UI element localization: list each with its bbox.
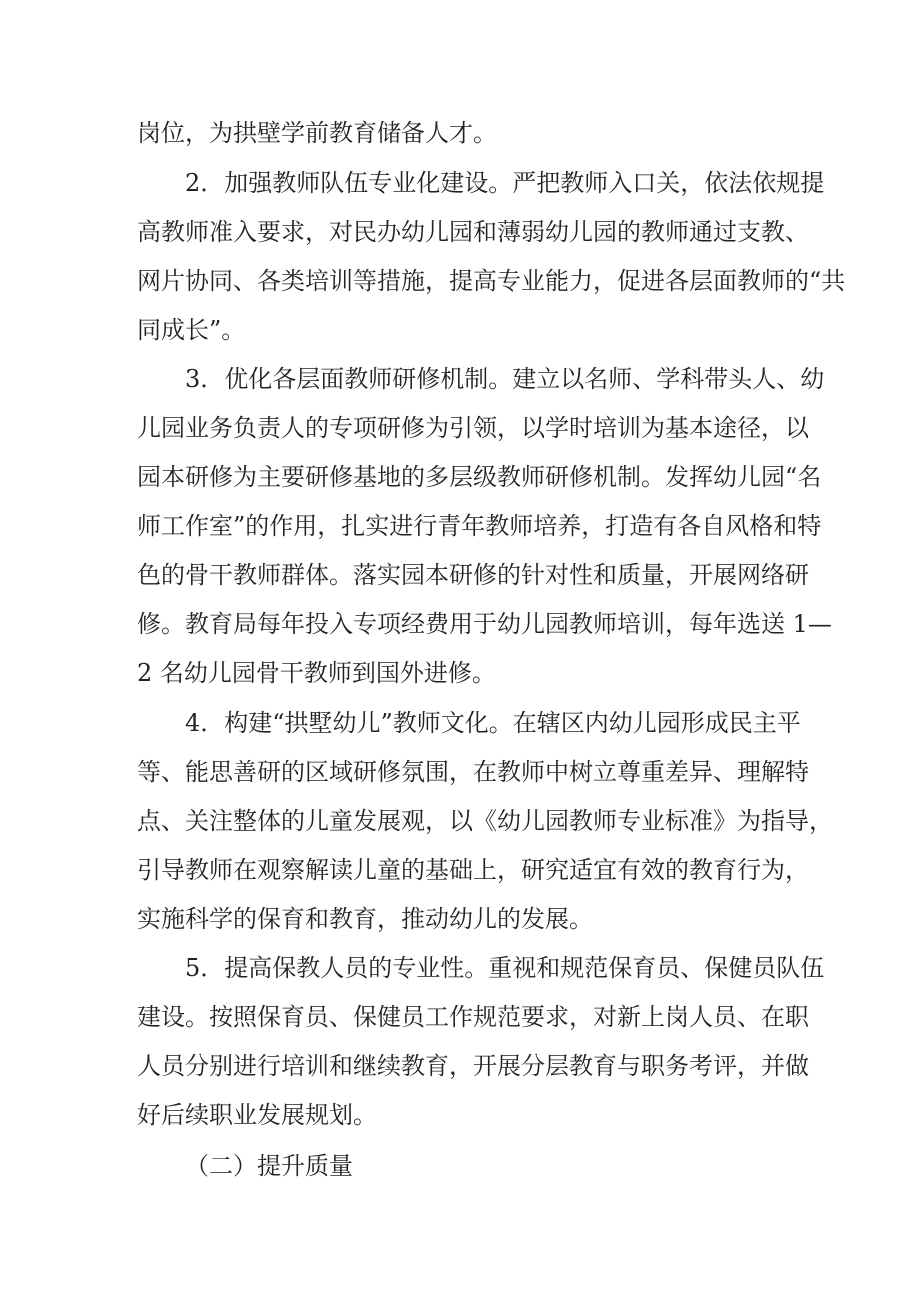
text-line-7: 儿园业务负责人的专项研修为引领，以学时培训为基本途径，以 [137,414,809,442]
text-line-14: 等、能思善研的区域研修氛围，在教师中树立尊重差异、理解特 [137,758,809,786]
text-line-10: 色的骨干教师群体。落实园本研修的针对性和质量，开展网络研 [137,561,809,589]
section-heading: （二）提升质量 [185,1152,353,1180]
text-line-11: 修。教育局每年投入专项经费用于幼儿园教师培训，每年选送 1— [137,610,832,638]
text-line-15: 点、关注整体的儿童发展观，以《幼儿园教师专业标准》为指导， [137,807,833,835]
text-line-1: 岗位，为拱壁学前教育储备人才。 [137,119,497,147]
text-line-21: 好后续职业发展规划。 [137,1101,377,1129]
text-line-12: 2 名幼儿园骨干教师到国外进修。 [137,659,496,687]
text-line-6: 3．优化各层面教师研修机制。建立以名师、学科带头人、幼 [185,365,825,393]
text-line-18: 5．提高保教人员的专业性。重视和规范保育员、保健员队伍 [185,954,825,982]
text-line-5: 同成长”。 [137,316,246,344]
text-line-17: 实施科学的保育和教育，推动幼儿的发展。 [137,905,593,933]
text-line-13: 4．构建“拱墅幼儿”教师文化。在辖区内幼儿园形成民主平 [185,709,801,737]
text-line-20: 人员分别进行培训和继续教育，开展分层教育与职务考评，并做 [137,1052,809,1080]
text-line-9: 师工作室”的作用，扎实进行青年教师培养，打造有各自风格和特 [137,512,822,540]
text-line-4: 网片协同、各类培训等措施，提高专业能力，促进各层面教师的“共 [137,267,846,295]
text-line-19: 建设。按照保育员、保健员工作规范要求，对新上岗人员、在职 [137,1003,809,1031]
text-line-16: 引导教师在观察解读儿童的基础上，研究适宜有效的教育行为， [137,856,809,884]
text-line-2: 2．加强教师队伍专业化建设。严把教师入口关，依法依规提 [185,169,825,197]
text-line-3: 高教师准入要求，对民办幼儿园和薄弱幼儿园的教师通过支教、 [137,218,809,246]
text-line-8: 园本研修为主要研修基地的多层级教师研修机制。发挥幼儿园“名 [137,463,822,491]
